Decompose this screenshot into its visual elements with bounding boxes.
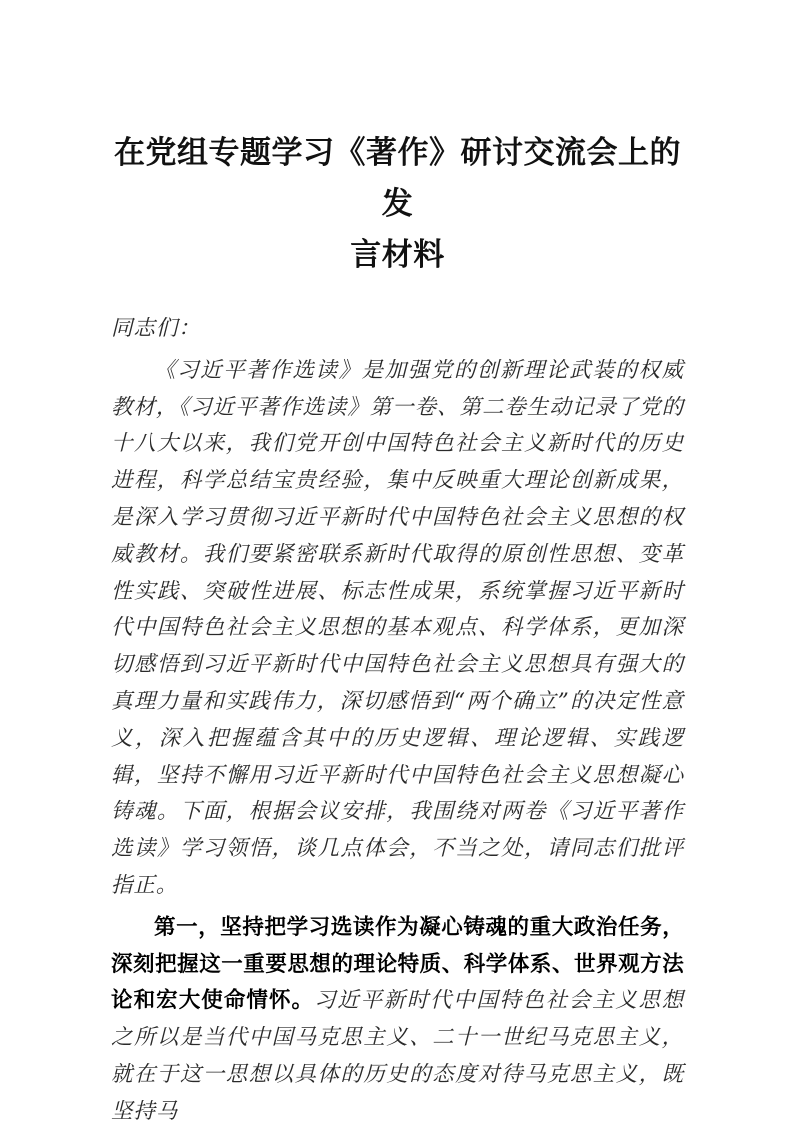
- section-one-body-run: 习近平新时代中国特色社会主义思想之所以是当代中国马克思主义、二十一世纪马克思主义，就在于这一思想以具体的历史的态度对待马克思主义，既坚持马: [111, 988, 685, 1124]
- document-body: [111, 0, 684, 1131]
- section-one-heading-run: 第一，坚持把学习选读作为凝心铸魂的重大政治任务，深刻把握这一重要思想的理论特质、科学体系、世界观方法论和宏大使命情怀。: [111, 914, 684, 1014]
- paragraph-section-one: [111, 910, 684, 1131]
- page-title-line-2: 言材料: [350, 237, 445, 272]
- page-title-line-1: 在党组专题学习《著作》研讨交流会上的发: [114, 135, 681, 221]
- salutation: 同志们：: [111, 316, 201, 341]
- page-title: [111, 0, 684, 280]
- paragraph-intro: 《习近平著作选读》是加强党的创新理论武装的权威教材，《习近平著作选读》第一卷、第二卷生动记录了党的十八大以来，我们党开创中国特色社会主义新时代的历史进程，科学总结宝贵经验，集中反映重大理论创新成果，是深入学习贯彻习近平新时代中国特色社会主义思想的权威教材。我们要紧密联系新时代取得的原创性思想、变革性实践、突破性进展、标志性成果，系统掌握习近平新时代中国特色社会主义思想的基本观点、科学体系，更加深切感悟到习近平新时代中国特色社会主义思想具有强大的真理力量和实践伟力，深切感悟到“两个确立”的决定性意义，深入把握蕴含其中的历史逻辑、理论逻辑、实践逻辑，坚持不懈用习近平新时代中国特色社会主义思想凝心铸魂。下面，根据会议安排，我围绕对两卷《习近平著作选读》学习领悟，谈几点体会，不当之处，请同志们批评指正。: [111, 357, 684, 898]
